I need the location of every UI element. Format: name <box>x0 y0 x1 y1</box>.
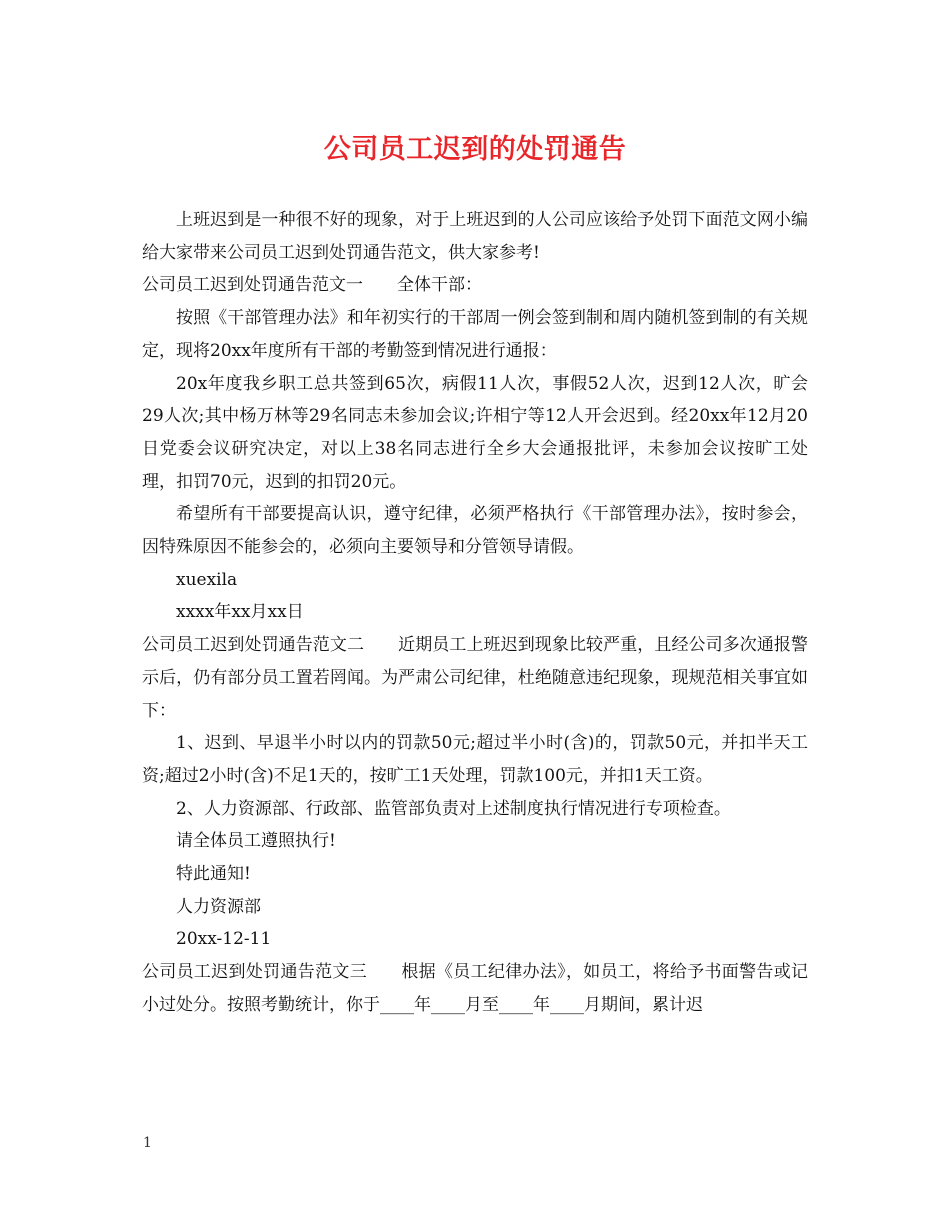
sample2-item-1: 1、迟到、早退半小时以内的罚款50元;超过半小时(含)的，罚款50元，并扣半天工资;超过2小时(含)不足1天的，按旷工1天处理，罚款100元，并扣1天工资。 <box>142 733 808 786</box>
sample2-item-2: 2、人力资源部、行政部、监管部负责对上述制度执行情况进行专项检查。 <box>176 798 731 819</box>
sample1-paragraph-3: 希望所有干部要提高认识，遵守纪律，必须严格执行《干部管理办法》，按时参会，因特殊原因不能参会的，必须向主要领导和分管领导请假。 <box>142 504 808 558</box>
sample2-closing-1: 请全体员工遵照执行! <box>176 831 336 852</box>
sample1-date: xxxx年xx月xx日 <box>176 602 304 623</box>
sample2-signature: 人力资源部 <box>176 896 261 917</box>
sample1-heading-line <box>142 269 808 302</box>
page-number: 1 <box>143 1135 152 1151</box>
sample1-salutation: 全体干部： <box>397 275 482 296</box>
sample2-lead: 近期员工上班迟到现象比较严重，且经公司多次通报警示后，仍有部分员工置若罔闻。为严肃公司纪律，杜绝随意违纪现象，现规范相关事宜如下： <box>142 635 809 721</box>
sample2-heading: 公司员工迟到处罚通告范文二 <box>142 635 365 656</box>
sample1-heading: 公司员工迟到处罚通告范文一 <box>142 275 363 296</box>
sample2-paragraph-lead <box>142 629 808 727</box>
sample1-signature: xuexila <box>176 569 238 590</box>
document-body <box>142 204 808 1022</box>
sample2-closing-2: 特此通知! <box>176 864 251 885</box>
sample1-paragraph-1: 按照《干部管理办法》和年初实行的干部周一例会签到制和周内随机签到制的有关规定，现将20xx年度所有干部的考勤签到情况进行通报： <box>142 308 808 361</box>
sample3-paragraph-lead <box>142 956 808 1021</box>
sample2-date: 20xx-12-11 <box>176 929 272 950</box>
sample3-heading: 公司员工迟到处罚通告范文三 <box>142 962 368 983</box>
sample3-lead: 根据《员工纪律办法》，如员工，将给予书面警告或记小过处分。按照考勤统计，你于____年____月至____年____月期间，累计迟 <box>142 962 809 1015</box>
intro-paragraph: 上班迟到是一种很不好的现象，对于上班迟到的人公司应该给予处罚下面范文网小编给大家带来公司员工迟到处罚通告范文，供大家参考! <box>142 210 808 263</box>
sample1-paragraph-2: 20x年度我乡职工总共签到65次，病假11人次，事假52人次，迟到12人次，旷会29人次;其中杨万林等29名同志未参加会议;许相宁等12人开会迟到。经20xx年12月20日党委会议研究决定，对以上38名同志进行全乡大会通报批评，未参加会议按旷工处理，扣罚70元，迟到的扣罚20元。 <box>142 373 808 492</box>
document-title: 公司员工迟到的处罚通告 <box>323 134 627 165</box>
